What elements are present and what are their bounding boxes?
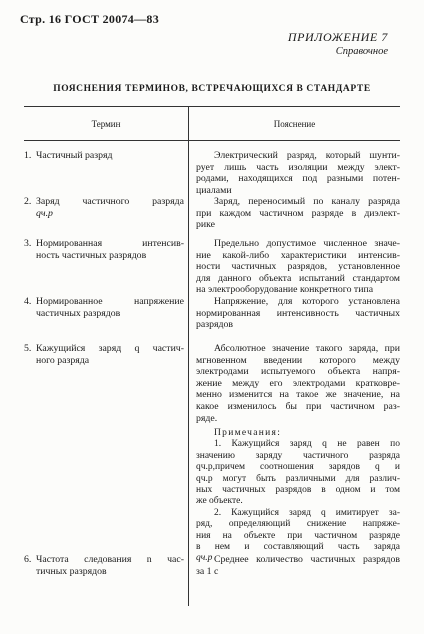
- term-number: 1.: [24, 150, 32, 161]
- page-header: Стр. 16 ГОСТ 20074—83: [20, 12, 160, 26]
- explanation-row: [196, 238, 400, 296]
- term-row: [24, 150, 184, 180]
- explanation-line: рике: [196, 219, 216, 231]
- note-line: 1. Кажущийся заряд q не равен по: [214, 439, 400, 450]
- term-text: [36, 150, 113, 162]
- explanation-line: ряде.: [196, 412, 218, 424]
- explanation-line: жение между его электродами кратковре-: [196, 377, 400, 389]
- term-row: [24, 296, 184, 326]
- term-line: Частота следования n час-: [36, 554, 184, 565]
- term-text: [36, 296, 184, 319]
- term-number: 2.: [24, 196, 32, 207]
- term-number: 5.: [24, 343, 32, 354]
- explanation-line: Среднее количество частичных разрядов: [214, 554, 400, 565]
- explanation-line: для данного объекта испытаний стандартом: [196, 272, 400, 284]
- note-line: значению заряду частичного разряда: [196, 450, 400, 461]
- explanation-line: Электрический разряд, который шунти-: [214, 150, 400, 161]
- explanation-line: на электрооборудование конкретного типа: [196, 284, 374, 296]
- term-text: [36, 196, 184, 219]
- term-text: [36, 343, 184, 366]
- explanation-row: [196, 196, 400, 231]
- term-line: частичных разрядов: [36, 307, 121, 319]
- note-line: ряд, определяющий снижение напряже-: [196, 519, 400, 530]
- term-text: [36, 238, 184, 261]
- note-line: же объекте.: [196, 496, 243, 507]
- notes-title: Примечания:: [214, 428, 282, 438]
- explanation-line: ности частичных разрядов, установленное: [196, 261, 400, 273]
- explanation-line: Абсолютное значение такого заряда, при: [214, 343, 400, 354]
- explanation-line: какое изменилось бы при частичном раз-: [196, 400, 400, 412]
- term-row: [24, 196, 184, 226]
- explanation-line: нормированная интенсивность частичных: [196, 307, 400, 319]
- table-top-rule: [24, 106, 400, 107]
- term-number: 6.: [24, 554, 32, 565]
- table-header-rule: [24, 140, 400, 141]
- term-row: [24, 343, 184, 373]
- note-line: ния на объекте при частичном разряде: [196, 530, 400, 541]
- annex-block: [288, 30, 388, 57]
- term-row: [24, 238, 184, 268]
- explanation-row: [196, 554, 400, 577]
- note-line: ных частичных разрядов в одном и том: [196, 485, 400, 496]
- document-title: ПОЯСНЕНИЯ ТЕРМИНОВ, ВСТРЕЧАЮЩИХСЯ В СТАНДАРТЕ: [53, 84, 371, 94]
- term-line: Нормированная интенсив-: [36, 238, 184, 249]
- explanation-line: Заряд, переносимый по каналу разряда: [214, 196, 400, 207]
- notes-block: [196, 428, 400, 565]
- note-line: qч.р,причем соотношения зарядов q и: [196, 462, 400, 473]
- column-header-explanation: Пояснение: [273, 119, 316, 129]
- explanation-row: [196, 296, 400, 331]
- term-line: Нормированное напряжение: [36, 296, 184, 307]
- explanation-row: [196, 150, 400, 196]
- term-number: 3.: [24, 238, 32, 249]
- term-line: Частичный разряд: [36, 150, 113, 161]
- explanation-line: мгновенном введении которого между: [196, 354, 400, 366]
- term-line: ность частичных разрядов: [36, 249, 147, 261]
- annex-label: ПРИЛОЖЕНИЕ 7: [287, 30, 388, 44]
- explanation-line: циалами: [196, 184, 232, 196]
- term-row: [24, 554, 184, 584]
- term-line: Кажущийся заряд q частич-: [36, 343, 184, 354]
- explanation-row: [196, 343, 400, 424]
- explanation-line: за 1 с: [196, 565, 219, 577]
- note-line: в нем и составляющий часть заряда: [196, 542, 400, 553]
- explanation-line: электродами испытуемого объекта напря-: [196, 366, 400, 378]
- column-header-term: Термин: [91, 119, 121, 129]
- explanation-line: Напряжение, для которого установлена: [214, 296, 400, 307]
- explanation-line: родами, находящихся под разными потен-: [196, 173, 400, 185]
- term-line: qч.р: [36, 207, 53, 219]
- note-line: qч.р: [196, 553, 213, 564]
- column-divider: [188, 106, 189, 606]
- explanation-line: Предельно допустимое численное значе-: [214, 238, 400, 249]
- annex-note: Справочное: [335, 46, 388, 57]
- explanation-line: при каждом частичном разряде в диэлект-: [196, 207, 400, 219]
- explanation-line: разрядов: [196, 319, 234, 331]
- explanation-line: ние какой-либо характеристики интенсив-: [196, 249, 400, 261]
- term-text: [36, 554, 184, 577]
- term-number: 4.: [24, 296, 32, 307]
- term-line: Заряд частичного разряда: [36, 196, 184, 207]
- term-line: ного разряда: [36, 354, 90, 366]
- term-line: тичных разрядов: [36, 565, 107, 577]
- note-line: 2. Кажущийся заряд q имитирует за-: [214, 507, 400, 518]
- note-line: qч.р могут быть различными для различ-: [196, 473, 400, 484]
- explanation-line: рует лишь часть изоляции между элект-: [196, 161, 400, 173]
- explanation-line: менно изменится на такое же значение, на: [196, 389, 400, 401]
